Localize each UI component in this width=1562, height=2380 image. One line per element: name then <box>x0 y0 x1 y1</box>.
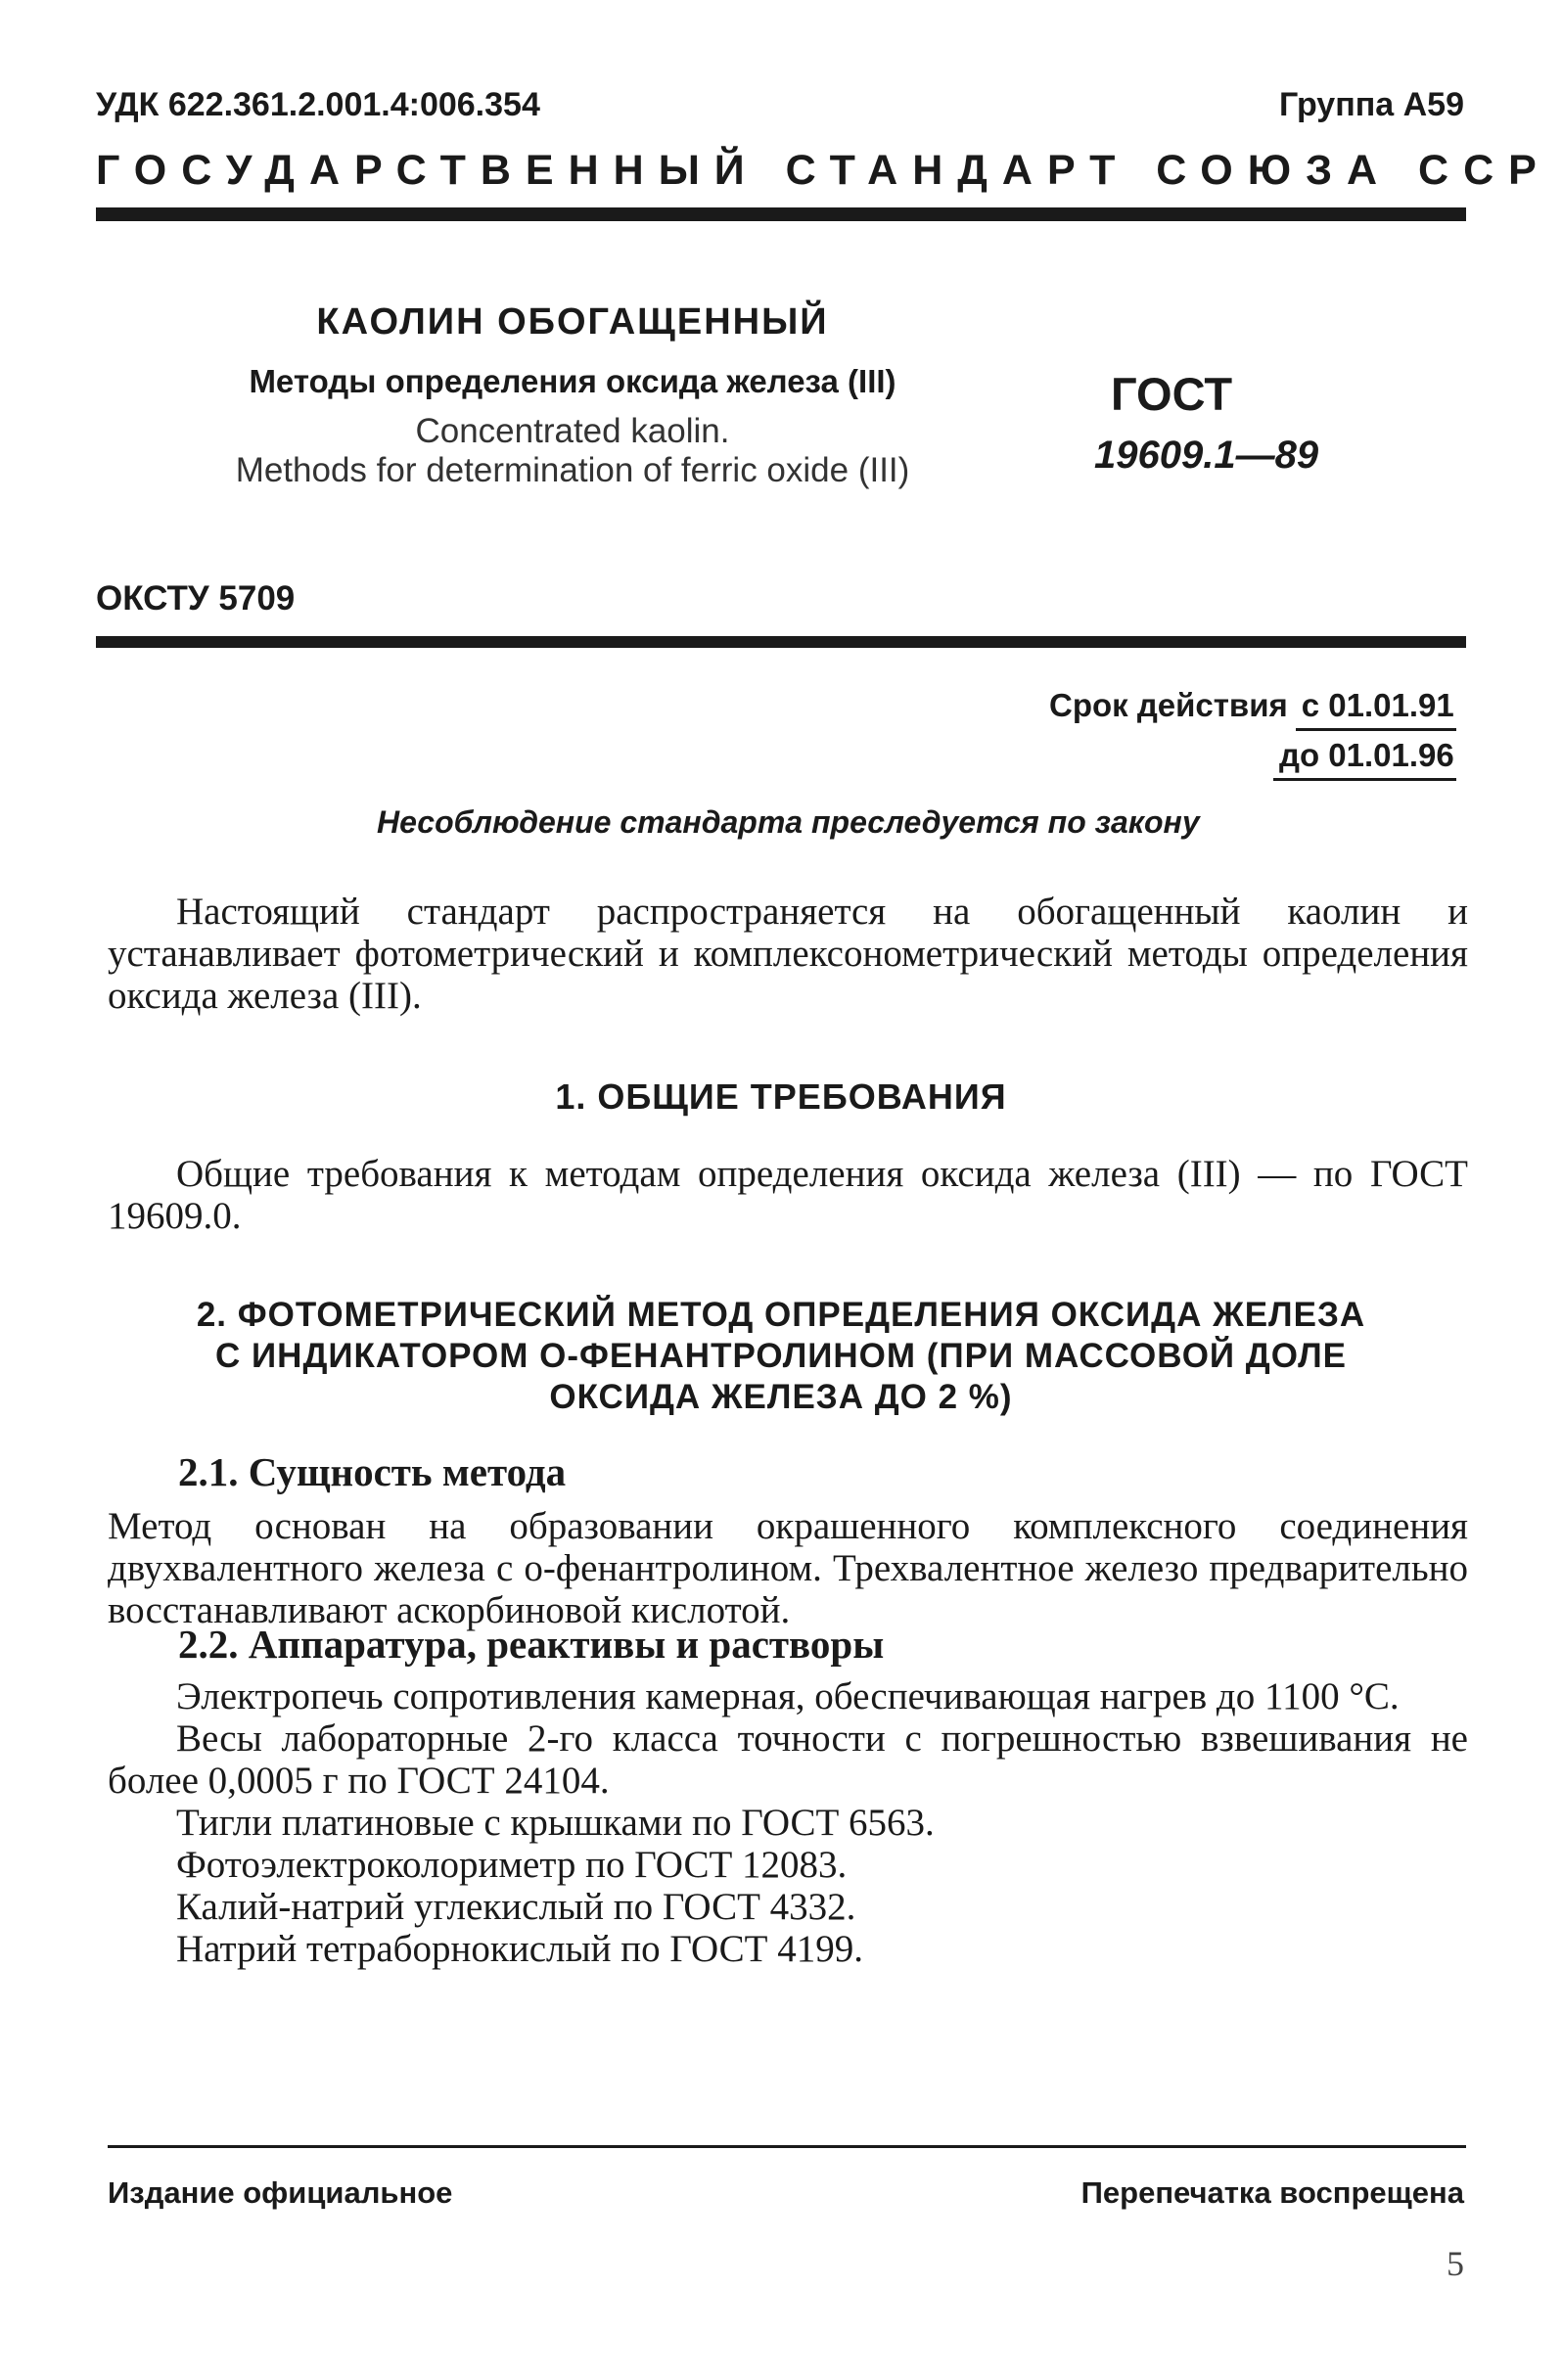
validity-period <box>1049 687 1456 781</box>
group-code: Группа А59 <box>1278 86 1464 123</box>
document-title: КАОЛИН ОБОГАЩЕННЫЙ <box>316 301 829 343</box>
document-subtitle: Методы определения оксида железа (III) <box>249 363 896 399</box>
section-2-heading <box>96 1295 1466 1418</box>
english-title-line-2: Methods for determination of ferric oxide (III) <box>235 451 910 489</box>
gost-label: ГОСТ <box>1111 368 1233 420</box>
header-divider <box>96 207 1466 221</box>
intro-text: Настоящий стандарт распространяется на обогащенный каолин и устанавливает фотометрический и комплексонометрический методы определения оксида железа (III). <box>108 891 1468 1017</box>
page-number: 5 <box>1447 2244 1464 2283</box>
footer-divider <box>108 2145 1466 2148</box>
list-item: Электропечь сопротивления камерная, обеспечивающая нагрев до 1100 °С. <box>176 1675 1400 1717</box>
equipment-list <box>108 1675 1468 1970</box>
section-1-text: Общие требования к методам определения оксида железа (III) — по ГОСТ 19609.0. <box>108 1153 1468 1237</box>
validity-to: до 01.01.96 <box>1273 737 1456 781</box>
intro-paragraph <box>108 891 1468 1017</box>
reprint-prohibited-label: Перепечатка воспрещена <box>1080 2175 1464 2210</box>
validity-from: с 01.01.91 <box>1296 687 1456 731</box>
list-item: Весы лабораторные 2-го класса точности с погрешностью взвешивания не более 0,0005 г по ГОСТ 24104. <box>108 1717 1468 1802</box>
section-1-heading: 1. ОБЩИЕ ТРЕБОВАНИЯ <box>555 1076 1007 1117</box>
legal-notice: Несоблюдение стандарта преследуется по закону <box>377 804 1200 840</box>
list-item: Фотоэлектроколориметр по ГОСТ 12083. <box>176 1844 848 1886</box>
title-block <box>176 301 969 490</box>
okstu-divider <box>96 636 1466 648</box>
udk-code: УДК 622.361.2.001.4:006.354 <box>96 86 540 123</box>
list-item: Натрий тетраборнокислый по ГОСТ 4199. <box>176 1928 863 1970</box>
subsection-2-1-title: 2.1. Сущность метода <box>178 1449 567 1494</box>
validity-label: Срок действия <box>1049 687 1288 723</box>
list-item: Тигли платиновые с крышками по ГОСТ 6563. <box>176 1802 935 1844</box>
subsection-2-1-text: Метод основан на образовании окрашенного комплексного соединения двухвалентного железа с о-фенантролином. Трехвалентное железо предварительно восстанавливают аскорбиновой кислотой. <box>108 1505 1468 1631</box>
state-standard-title: ГОСУДАРСТВЕННЫЙ СТАНДАРТ СОЮЗА ССР <box>96 147 1551 194</box>
subsection-2-2-title: 2.2. Аппаратура, реактивы и растворы <box>178 1622 885 1667</box>
section-2-heading-line-3: ОКСИДА ЖЕЛЕЗА ДО 2 %) <box>549 1378 1013 1416</box>
section-2-heading-line-2: С ИНДИКАТОРОМ О-ФЕНАНТРОЛИНОМ (ПРИ МАССОВОЙ ДОЛЕ <box>215 1337 1347 1375</box>
okstu-code: ОКСТУ 5709 <box>96 579 296 618</box>
english-title-line-1: Concentrated kaolin. <box>415 412 730 450</box>
gost-number: 19609.1—89 <box>1094 434 1319 477</box>
list-item: Калий-натрий углекислый по ГОСТ 4332. <box>176 1886 856 1928</box>
official-edition-label: Издание официальное <box>108 2175 453 2210</box>
section-2-heading-line-1: 2. ФОТОМЕТРИЧЕСКИЙ МЕТОД ОПРЕДЕЛЕНИЯ ОКСИДА ЖЕЛЕЗА <box>196 1296 1366 1334</box>
